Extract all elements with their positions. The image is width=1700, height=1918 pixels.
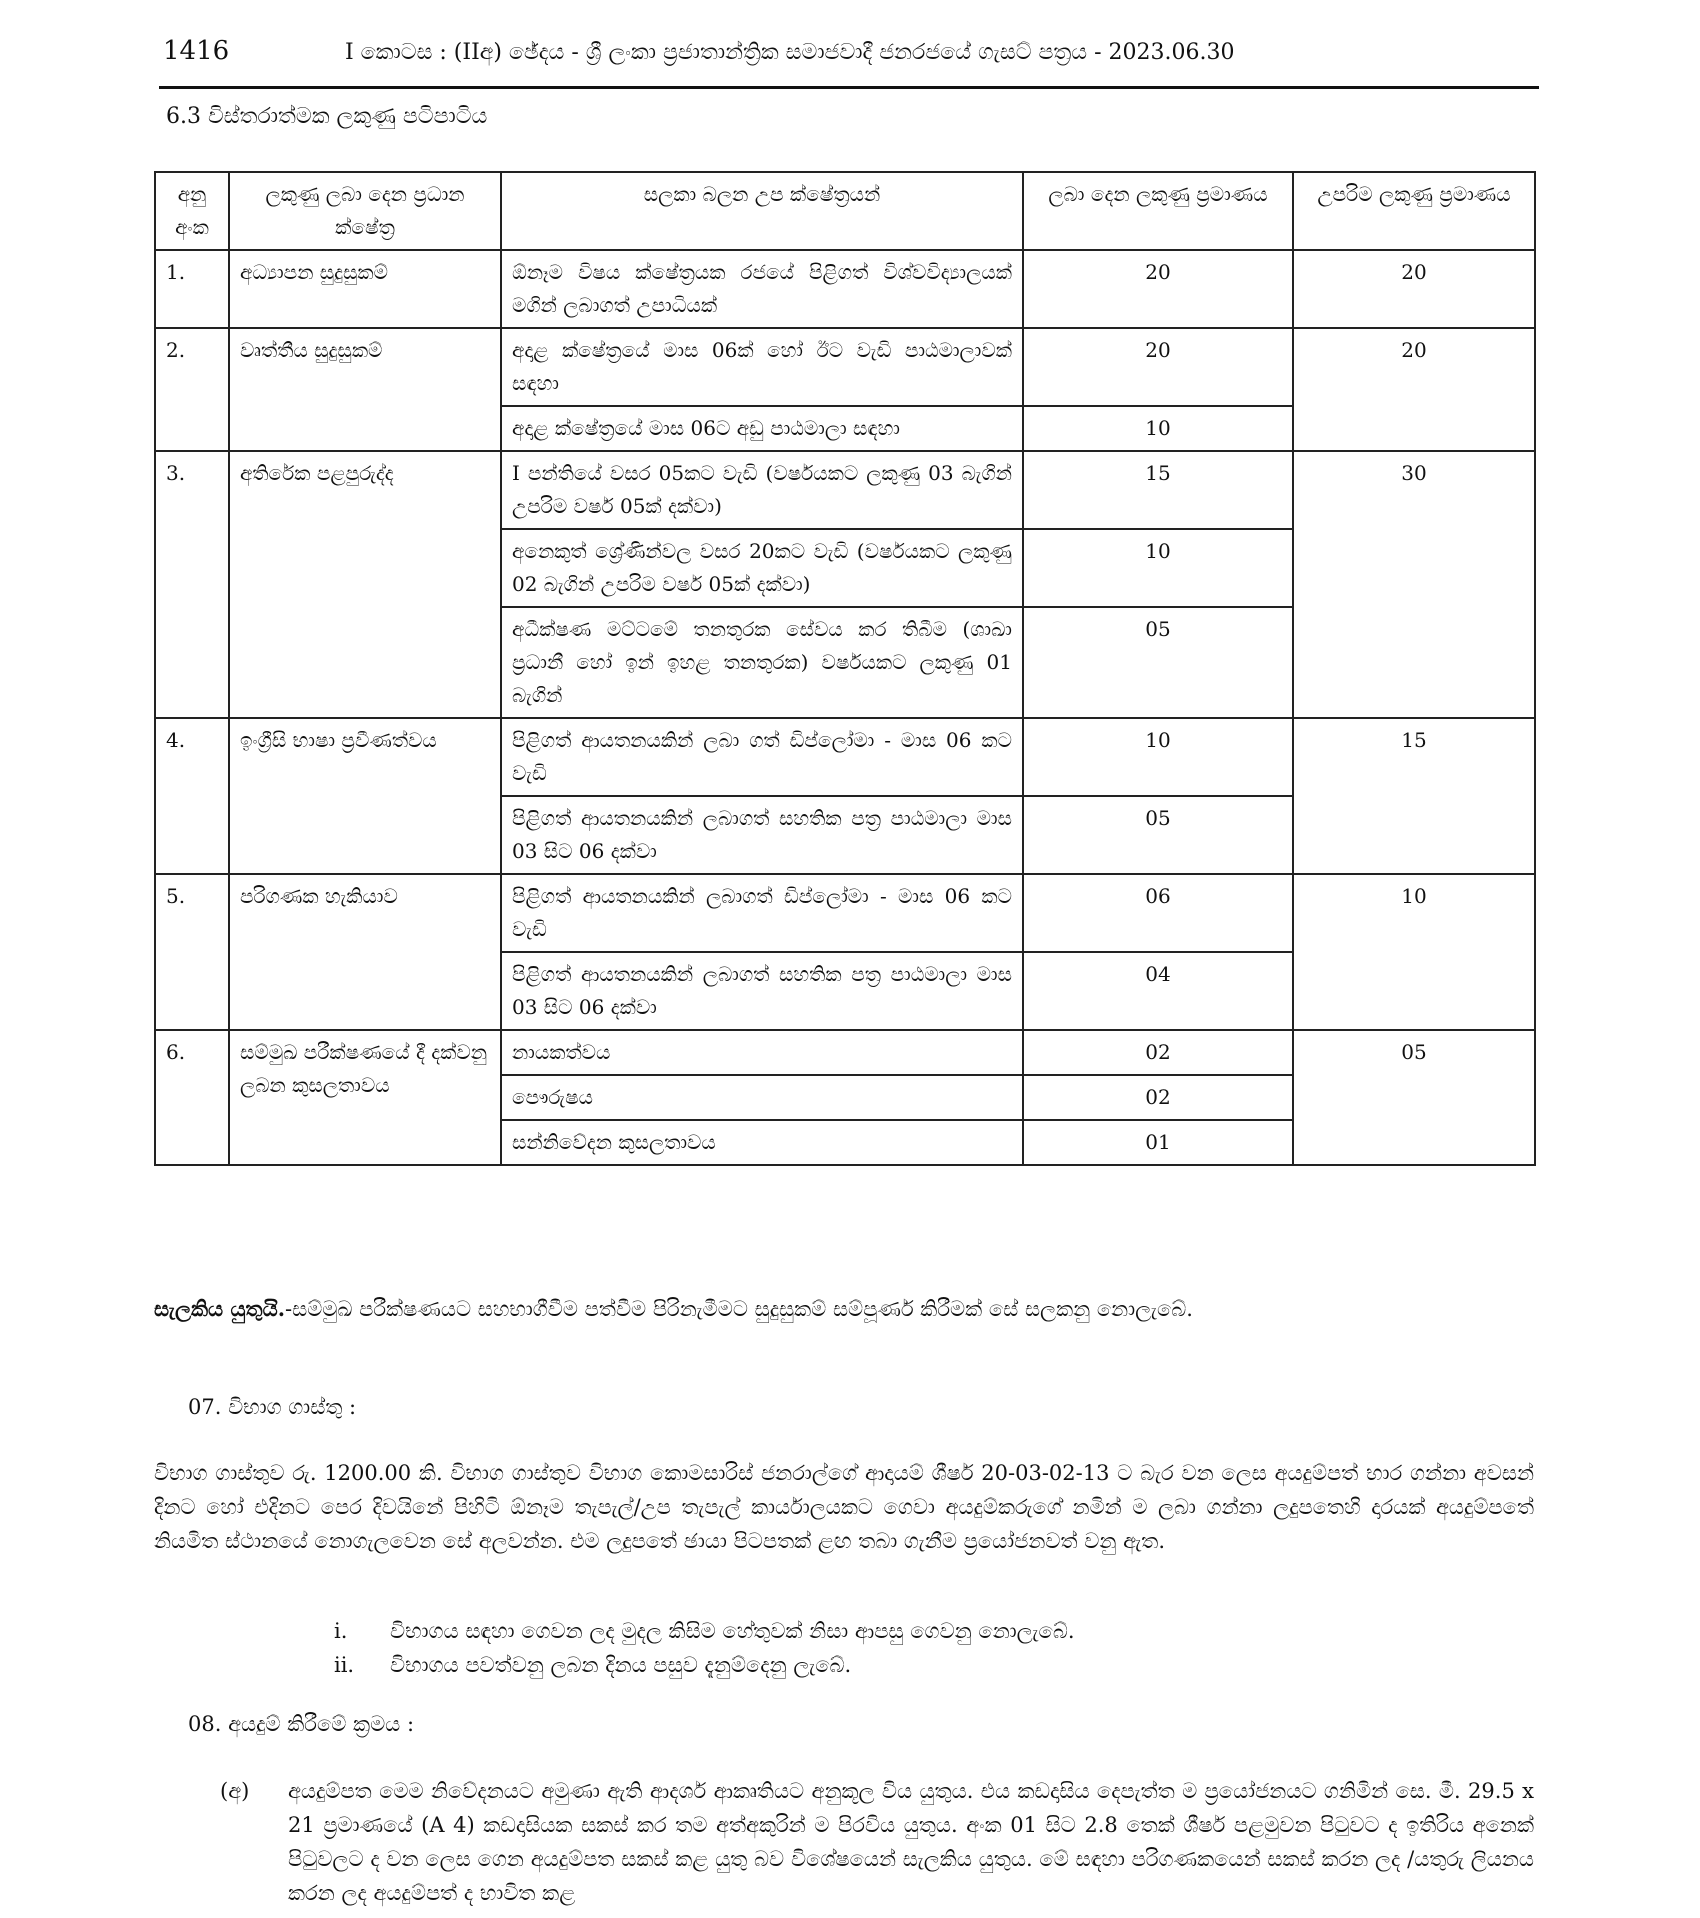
sub-field: අදාළ ක්ෂේත්‍රයේ මාස 06ට අඩු පාඨමාලා සඳහා	[501, 406, 1023, 451]
max-marks: 05	[1293, 1030, 1535, 1165]
row-number: 1.	[155, 250, 229, 328]
marks: 02	[1023, 1030, 1293, 1075]
table-row	[155, 874, 1535, 952]
header-max-marks: උපරිම ලකුණු ප්‍රමාණය	[1293, 172, 1535, 250]
marks: 01	[1023, 1120, 1293, 1165]
marks: 06	[1023, 874, 1293, 952]
marks: 10	[1023, 529, 1293, 607]
marks: 02	[1023, 1075, 1293, 1120]
marks: 04	[1023, 952, 1293, 1030]
sub-field: පිළිගත් ආයතනයකින් ලබා ගත් ඩිප්ලෝමා - මාස 06 කට වැඩි	[501, 718, 1023, 796]
main-field: පරිගණක හැකියාව	[229, 874, 501, 1030]
marks: 15	[1023, 451, 1293, 529]
sub-field: සන්නිවේදන කුසලතාවය	[501, 1120, 1023, 1165]
list-item	[334, 1648, 1075, 1682]
sub-field: පිළිගත් ආයතනයකින් ලබාගත් සහතික පත්‍ර පාඨමාලා මාස 03 සිට 06 දක්වා	[501, 952, 1023, 1030]
item-marker: (අ)	[220, 1779, 250, 1803]
marks: 05	[1023, 796, 1293, 874]
table-row	[155, 1030, 1535, 1075]
list-marker: i.	[334, 1619, 348, 1643]
main-field: වෘත්තීය සුදුසුකම්	[229, 328, 501, 451]
marks: 05	[1023, 607, 1293, 718]
header-serial: අනු අංක	[155, 172, 229, 250]
section-08-item	[220, 1774, 1534, 1910]
sub-field: පිළිගත් ආයතනයකින් ලබාගත් සහතික පත්‍ර පාඨමාලා මාස 03 සිට 06 දක්වා	[501, 796, 1023, 874]
max-marks: 20	[1293, 250, 1535, 328]
sub-field: පෞරුෂය	[501, 1075, 1023, 1120]
note-text: -සම්මුඛ පරීක්ෂණයට සහභාගීවීම පත්වීම පිරිනැමීමට සුදුසුකම් සම්පූර්ණ කිරීමක් සේ සලකනු නොලැබේ.	[285, 1297, 1193, 1321]
section-heading: 6.3 විස්තරාත්මක ලකුණු පටිපාටිය	[166, 104, 488, 129]
section-08-heading: 08. අයදුම් කිරීමේ ක්‍රමය :	[188, 1712, 415, 1736]
max-marks: 10	[1293, 874, 1535, 1030]
list-text: විභාගය සඳහා ගෙවන ලද මුදල කිසිම හේතුවක් නිසා ආපසු ගෙවනු නොලැබේ.	[390, 1619, 1075, 1643]
sub-field: අනෙකුත් ශ්‍රේණින්වල වසර 20කට වැඩි (වර්ෂයකට ලකුණු 02 බැගින් උපරිම වර්ෂ 05ක් දක්වා)	[501, 529, 1023, 607]
main-field: සම්මුඛ පරීක්ෂණයේ දී දක්වනු ලබන කුසලතාවය	[229, 1030, 501, 1165]
list-item	[334, 1614, 1075, 1648]
header-sub-fields: සලකා බලන උප ක්ෂේත්‍රයන්	[501, 172, 1023, 250]
header-main-field: ලකුණු ලබා දෙන ප්‍රධාන ක්ෂේත්‍ර	[229, 172, 501, 250]
header-marks-given: ලබා දෙන ලකුණු ප්‍රමාණය	[1023, 172, 1293, 250]
sub-field: අදාළ ක්ෂේත්‍රයේ මාස 06ක් හෝ ඊට වැඩි පාඨමාලාවක් සඳහා	[501, 328, 1023, 406]
table-header-row	[155, 172, 1535, 250]
marks: 20	[1023, 328, 1293, 406]
table-row	[155, 451, 1535, 529]
note-label: සැලකිය යුතුයි.	[154, 1296, 286, 1321]
max-marks: 15	[1293, 718, 1535, 874]
row-number: 6.	[155, 1030, 229, 1165]
row-number: 4.	[155, 718, 229, 874]
marking-scheme-table	[154, 171, 1536, 1166]
list-text: විභාගය පවත්වනු ලබන දිනය පසුව දැනුම්දෙනු ලැබේ.	[390, 1653, 852, 1677]
section-08-paragraph: අයදුම්පත මෙම නිවේදනයට අමුණා ඇති ආදර්ශ ආකෘතියට අනුකූල විය යුතුය. එය කඩදාසිය දෙපැත්ත ම ප්‍රයෝජනයට ගනිමින් සෙ. මී. 29.5 x 21 ප්‍රමාණයේ (A 4) කඩදාසියක සකස් කර තම අත්අකුරින් ම පිරවිය යුතුය. අංක 01 සිට 2.8 තෙක් ශීර්ෂ පළමුවන පිටුවට ද ඉතිරිය අනෙක් පිටුවලට ද වන ලෙස ගෙන අයදුම්පත සකස් කළ යුතු බව විශේෂයෙන් සැලකිය යුතුය. මේ සඳහා පරිගණකයෙන් සකස් කරන ලද /යතුරු ලියනය කරන ලද අයදුම්පත් ද භාවිත කළ	[288, 1779, 1534, 1905]
row-number: 2.	[155, 328, 229, 451]
running-title: I කොටස : (IIඅ) ඡේදය - ශ්‍රී ලංකා ප්‍රජාතාන්ත්‍රික සමාජවාදී ජනරජයේ ගැසට් පත්‍රය - 2023.06.30	[345, 40, 1235, 65]
page-number: 1416	[163, 36, 230, 66]
table-row	[155, 718, 1535, 796]
sub-field: ඕනෑම විෂය ක්ෂේත්‍රයක රජයේ පිළිගත් විශ්වවිද්‍යාලයක් මගින් ලබාගත් උපාධියක්	[501, 250, 1023, 328]
main-field: අධ්‍යාපන සුදුසුකම්	[229, 250, 501, 328]
row-number: 5.	[155, 874, 229, 1030]
main-field: අතිරේක පළපුරුද්ද	[229, 451, 501, 718]
note-paragraph	[154, 1292, 1534, 1326]
sub-field: I පන්තියේ වසර 05කට වැඩි (වර්ෂයකට ලකුණු 03 බැගින් උපරිම වර්ෂ 05ක් දක්වා)	[501, 451, 1023, 529]
marks: 20	[1023, 250, 1293, 328]
marks: 10	[1023, 718, 1293, 796]
max-marks: 30	[1293, 451, 1535, 718]
main-field: ඉංග්‍රීසි භාෂා ප්‍රවීණත්වය	[229, 718, 501, 874]
sub-field: පිළිගත් ආයතනයකින් ලබාගත් ඩිප්ලෝමා - මාස 06 කට වැඩි	[501, 874, 1023, 952]
section-07-list	[334, 1614, 1075, 1682]
section-07-paragraph: විභාග ගාස්තුව රු. 1200.00 කි. විභාග ගාස්තුව විභාග කොමසාරිස් ජනරාල්ගේ ආදායම් ශීර්ෂ 20-03-02-13 ට බැර වන ලෙස අයදුම්පත් භාර ගන්නා අවසන් දිනට හෝ එදිනට පෙර දිවයිනේ පිහිටි ඕනෑම තැපැල්/උප තැපැල් කාර්යාලයකට ගෙවා අයදුම්කරුගේ නමින් ම ලබා ගන්නා ලදුපතෙහි දාරයක් අයදුම්පතේ නියමිත ස්ථානයේ නොගැලවෙන සේ අලවන්න. එම ලදුපතේ ඡායා පිටපතක් ළඟ තබා ගැනීම ප්‍රයෝජනවත් වනු ඇත.	[154, 1461, 1534, 1553]
sub-field: නායකත්වය	[501, 1030, 1023, 1075]
section-07-heading: 07. විභාග ගාස්තු :	[188, 1395, 357, 1419]
list-marker: ii.	[334, 1653, 355, 1677]
row-number: 3.	[155, 451, 229, 718]
table-row	[155, 250, 1535, 328]
max-marks: 20	[1293, 328, 1535, 451]
marks: 10	[1023, 406, 1293, 451]
sub-field: අධීක්ෂණ මට්ටමේ තනතුරක සේවය කර තිබීම (ශාඛා ප්‍රධානී හෝ ඉන් ඉහළ තනතුරක) වර්ෂයකට ලකුණු 01 බැගින්	[501, 607, 1023, 718]
page-header	[159, 32, 1539, 89]
table-row	[155, 328, 1535, 406]
